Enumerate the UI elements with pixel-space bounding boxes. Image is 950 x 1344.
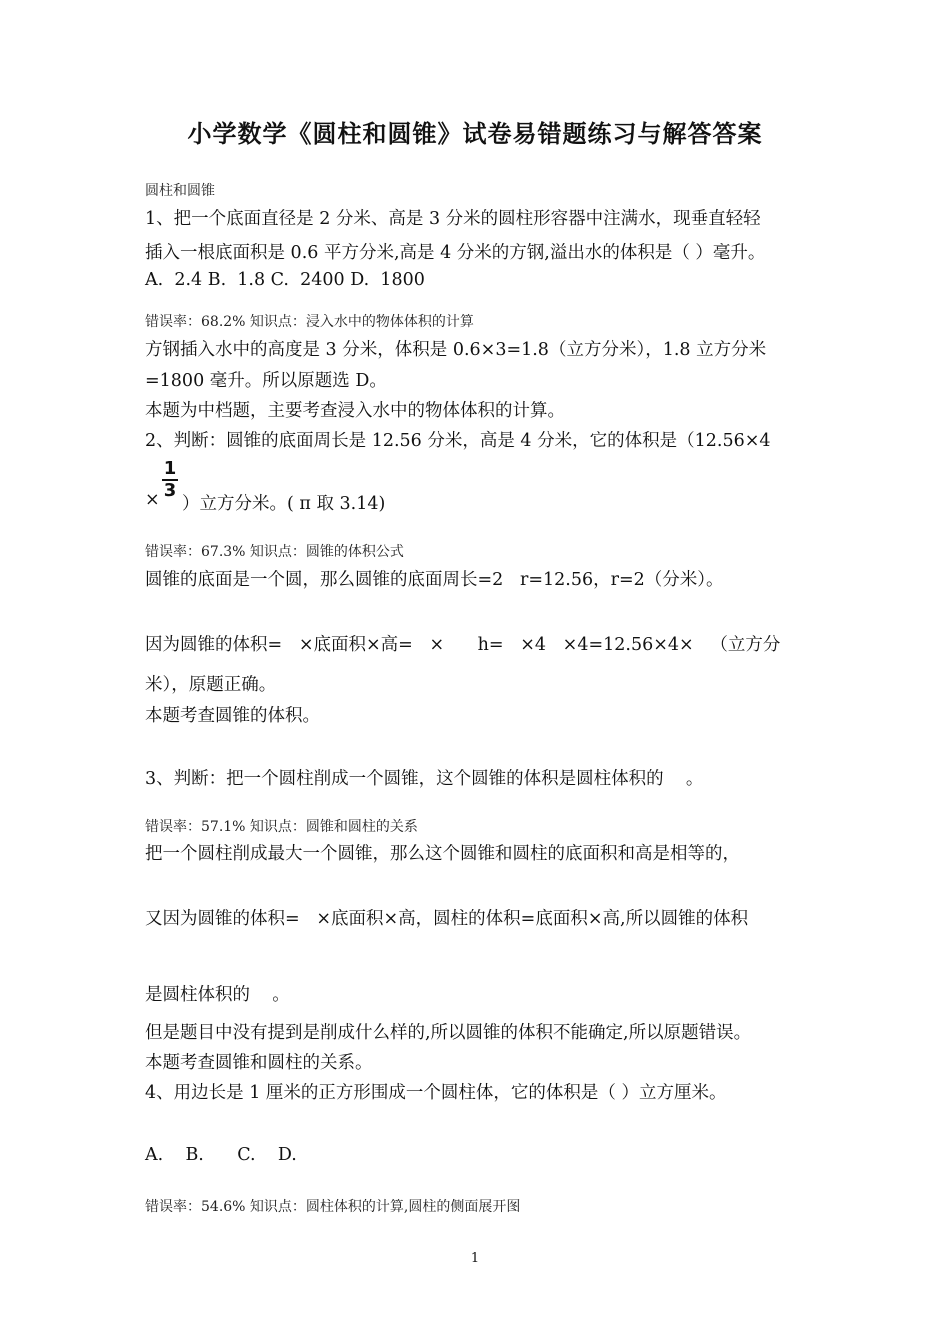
- q1-answer-line1: 方钢插入水中的高度是 3 分米，体积是 0.6×3=1.8（立方分米），1.8 立方分米: [145, 340, 767, 360]
- q1-options: A. 2.4 B. 1.8 C. 2400 D. 1800: [145, 270, 425, 290]
- fraction-numerator: 1: [163, 458, 177, 479]
- q4-meta: 错误率：54.6% 知识点：圆柱体积的计算,圆柱的侧面展开图: [145, 1199, 521, 1215]
- q1-answer-line2: =1800 毫升。所以原题选 D。: [145, 371, 387, 391]
- q1-meta: 错误率：68.2% 知识点：浸入水中的物体体积的计算: [145, 314, 474, 330]
- q2-answer-line2: 因为圆锥的体积= ×底面积×高= × h= ×4 ×4=12.56×4× （立方分: [145, 635, 781, 655]
- section-heading: 圆柱和圆锥: [145, 183, 215, 199]
- q2-text-line2-suffix: ）立方分米。( π 取 3.14): [182, 494, 386, 514]
- q3-meta: 错误率：57.1% 知识点：圆锥和圆柱的关系: [145, 819, 418, 835]
- q3-summary: 本题考查圆锥和圆柱的关系。: [145, 1053, 373, 1073]
- q2-summary: 本题考查圆锥的体积。: [145, 706, 320, 726]
- q4-text-line1: 4、用边长是 1 厘米的正方形围成一个圆柱体，它的体积是（ ）立方厘米。: [145, 1083, 727, 1103]
- q1-text-line2: 插入一根底面积是 0.6 平方分米,高是 4 分米的方钢,溢出水的体积是（ ）毫升。: [145, 243, 766, 263]
- q3-answer-line3: 是圆柱体积的 。: [145, 985, 290, 1005]
- q2-answer-line1: 圆锥的底面是一个圆，那么圆锥的底面周长=2 r=12.56，r=2（分米）。: [145, 570, 724, 590]
- document-title: 小学数学《圆柱和圆锥》试卷易错题练习与解答答案: [187, 119, 763, 148]
- q2-meta: 错误率：67.3% 知识点：圆锥的体积公式: [145, 544, 404, 560]
- q3-text-line1: 3、判断：把一个圆柱削成一个圆锥，这个圆锥的体积是圆柱体积的 。: [145, 769, 704, 789]
- fraction-one-third: [162, 460, 178, 500]
- q1-text-line1: 1、把一个底面直径是 2 分米、高是 3 分米的圆柱形容器中注满水，现垂直轻轻: [145, 209, 761, 229]
- q1-summary: 本题为中档题，主要考查浸入水中的物体体积的计算。: [145, 401, 565, 421]
- q4-options: A. B. C. D.: [145, 1145, 297, 1165]
- q3-answer-line2: 又因为圆锥的体积= ×底面积×高，圆柱的体积=底面积×高,所以圆锥的体积: [145, 909, 749, 929]
- page-number: 1: [470, 1251, 480, 1266]
- q2-text-line1: 2、判断：圆锥的底面周长是 12.56 分米，高是 4 分米，它的体积是（12.56×4: [145, 431, 771, 451]
- q2-text-line2-prefix: ×: [145, 490, 160, 510]
- fraction-denominator: 3: [163, 480, 177, 501]
- q2-answer-line3: 米），原题正确。: [145, 675, 277, 695]
- q3-answer-line1: 把一个圆柱削成最大一个圆锥，那么这个圆锥和圆柱的底面积和高是相等的，: [145, 844, 740, 864]
- q3-answer-line4: 但是题目中没有提到是削成什么样的,所以圆锥的体积不能确定,所以原题错误。: [145, 1023, 752, 1043]
